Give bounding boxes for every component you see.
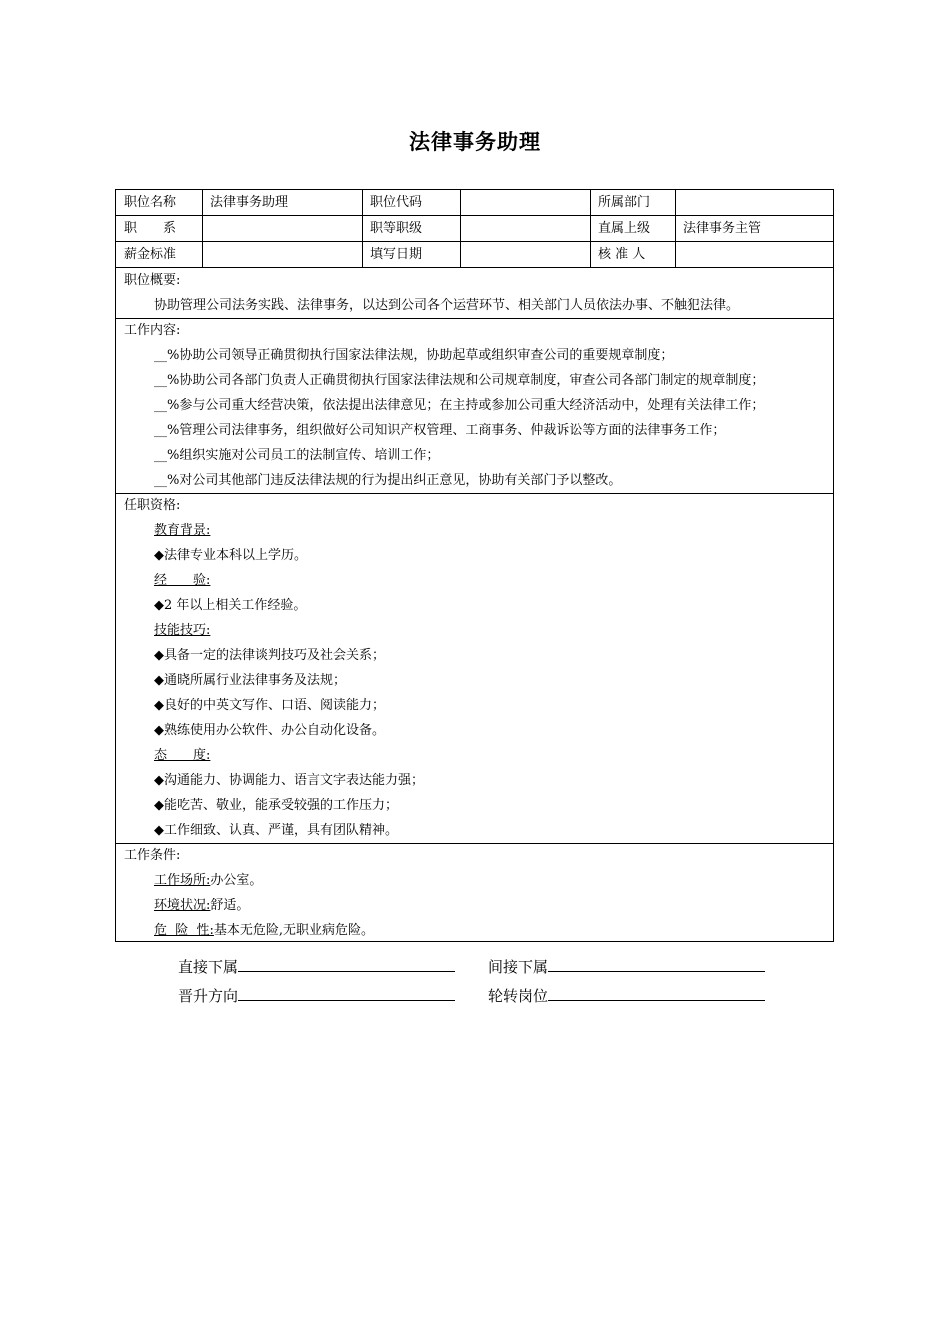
header-grid [116, 190, 833, 267]
duty-item: __%协助公司各部门负责人正确贯彻执行国家法律法规和公司规章制度，审查公司各部门制定的规章制度； [154, 373, 765, 388]
experience-label: 经 验: [154, 573, 211, 588]
skill-item: ◆良好的中英文写作、口语、阅读能力； [154, 698, 385, 713]
grid-line [362, 190, 363, 267]
job-description-form [115, 189, 834, 942]
qualifications-label: 任职资格: [124, 498, 181, 513]
overview-label: 职位概要: [124, 273, 181, 288]
grid-line [590, 190, 591, 267]
overview-text: 协助管理公司法务实践、法律事务，以达到公司各个运营环节、相关部门人员依法办事、不触犯法律。 [154, 298, 740, 313]
attitude-label: 态 度: [154, 748, 211, 763]
promotion-field[interactable] [238, 984, 455, 1001]
position-name-label: 职位名称 [124, 195, 177, 210]
attitude-item: ◆沟通能力、协调能力、语言文字表达能力强； [154, 773, 424, 788]
rotation-label: 轮转岗位 [488, 987, 549, 1005]
grid-line [116, 241, 833, 242]
grid-line [675, 190, 676, 267]
rotation-field[interactable] [548, 984, 765, 1001]
supervisor-label: 直属上级 [598, 221, 651, 236]
direct-subordinate-row [178, 955, 455, 978]
duty-item: __%参与公司重大经营决策，依法提出法律意见；在主持或参加公司重大经济活动中，处理有关法律工作； [154, 398, 765, 413]
education-item: ◆法律专业本科以上学历。 [154, 548, 307, 563]
indirect-subordinate-field[interactable] [548, 955, 765, 972]
duty-item: __%对公司其他部门违反法律法规的行为提出纠正意见，协助有关部门予以整改。 [154, 473, 622, 488]
grade-label: 职等职级 [370, 221, 423, 236]
environment-row [154, 893, 249, 918]
grid-line [116, 267, 833, 268]
grid-line [460, 190, 461, 267]
direct-subordinate-field[interactable] [238, 955, 455, 972]
duty-item: __%组织实施对公司员工的法制宣传、培训工作； [154, 448, 440, 463]
risk-row [154, 918, 374, 943]
fill-date-label: 填写日期 [370, 247, 423, 262]
direct-subordinate-label: 直接下属 [178, 958, 239, 976]
work-place-row [154, 868, 262, 893]
experience-item: ◆2 年以上相关工作经验。 [154, 598, 307, 613]
skill-item: ◆通晓所属行业法律事务及法规； [154, 673, 346, 688]
environment-value: 舒适。 [210, 898, 250, 913]
work-place-label: 工作场所: [154, 873, 211, 888]
indirect-subordinate-label: 间接下属 [488, 958, 549, 976]
indirect-subordinate-row [488, 955, 765, 978]
promotion-row [178, 984, 455, 1007]
salary-label: 薪金标准 [124, 247, 177, 262]
section-divider [116, 843, 833, 844]
position-code-label: 职位代码 [370, 195, 423, 210]
grid-line [202, 190, 203, 267]
skill-item: ◆熟练使用办公软件、办公自动化设备。 [154, 723, 385, 738]
risk-label: 危 险 性: [154, 923, 214, 938]
attitude-item: ◆工作细致、认真、严谨，具有团队精神。 [154, 823, 398, 838]
education-label: 教育背景: [154, 523, 211, 538]
job-family-label: 职 系 [124, 221, 177, 236]
supervisor-value: 法律事务主管 [683, 221, 762, 236]
skills-label: 技能技巧: [154, 623, 211, 638]
page-title: 法律事务助理 [409, 130, 541, 154]
skill-item: ◆具备一定的法律谈判技巧及社会关系； [154, 648, 385, 663]
attitude-item: ◆能吃苦、敬业，能承受较强的工作压力； [154, 798, 398, 813]
conditions-label: 工作条件: [124, 848, 181, 863]
promotion-label: 晋升方向 [178, 987, 239, 1005]
work-place-value: 办公室。 [210, 873, 263, 888]
duty-item: __%协助公司领导正确贯彻执行国家法律法规，协助起草或组织审查公司的重要规章制度； [154, 348, 674, 363]
approver-label: 核 准 人 [598, 247, 646, 262]
section-divider [116, 493, 833, 494]
risk-value: 基本无危险,无职业病危险。 [213, 923, 375, 938]
environment-label: 环境状况: [154, 898, 211, 913]
section-divider [116, 318, 833, 319]
duty-item: __%管理公司法律事务，组织做好公司知识产权管理、工商事务、仲裁诉讼等方面的法律事务工作； [154, 423, 726, 438]
duties-label: 工作内容: [124, 323, 181, 338]
position-name-value: 法律事务助理 [210, 195, 289, 210]
department-label: 所属部门 [598, 195, 651, 210]
rotation-row [488, 984, 765, 1007]
